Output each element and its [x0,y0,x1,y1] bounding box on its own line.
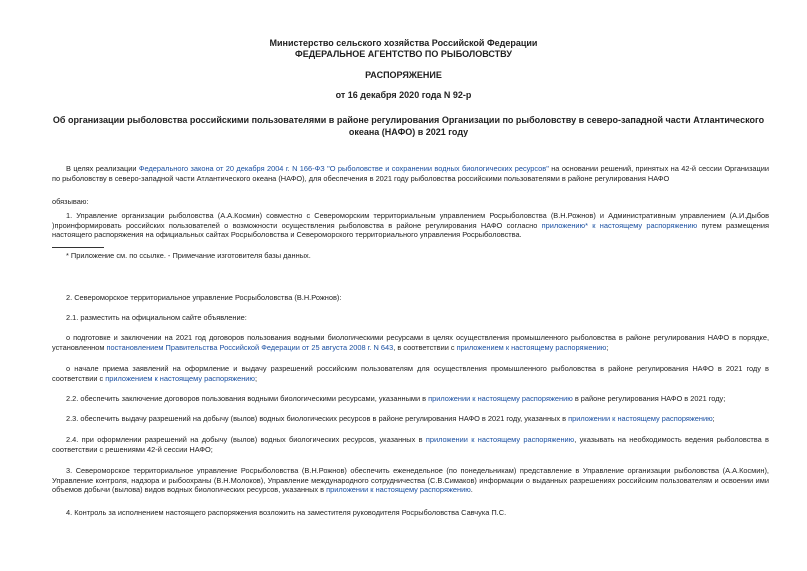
footnote: * Приложение см. по ссылке. - Примечание изготовителя базы данных. [66,251,311,260]
document-title: Об организации рыболовства российскими пользователями в районе регулирования Организации по рыболовству в северо-западной части Атлантического океана (НАФО) в 2021 году [52,115,765,137]
paragraph-2-1: 2.1. разместить на официальном сайте объявление: [66,313,247,322]
p1-text-1: 1. Управление организации рыболовства (А.А.Космин) совместно с Североморским территориальным управлением Росрыболовства (В.Н.Рожнов) и Административным управлением (А.И.Дыбов )проинформировать российских пользователей о возможности осуществления рыболовства в районе регулирования НАФО согласно [52,211,769,230]
appendix-link[interactable]: приложением к настоящему распоряжению [456,342,607,352]
obliges-text: обязываю: [52,197,89,206]
paragraph-2-1-a [52,333,769,352]
p21b-text-2: ; [254,373,258,383]
appendix-link[interactable]: приложении к настоящему распоряжению [425,435,575,444]
p22-text-1: 2.2. обеспечить заключение договоров пользования водными биологическими ресурсами, указанными в [66,394,429,403]
preamble-text-1: В целях реализации [66,164,139,173]
p23-text-2: ; [712,414,715,423]
p3-text-1: 3. Североморское территориальное управление Росрыболовства (В.Н.Рожнов) обеспечить еженедельное (по понедельникам) представление в Управление организации рыболовства (А.А.Космин), Управление контроля, надзора и рыбоохраны (В.Н.Молоков), Управление международного сотрудничества (С.В.Симаков) информации о выданных разрешениях российским пользователям и освоении ими объемов добычи (вылова) видов водных биологических ресурсов, указанных в [52,466,769,495]
paragraph-2-1-b [52,364,769,383]
appendix-link[interactable]: приложению* к настоящему распоряжению [541,220,698,230]
ministry-name: Министерство сельского хозяйства Российской Федерации [269,38,538,48]
paragraph-2: 2. Североморское территориальное управление Росрыболовства (В.Н.Рожнов): [66,293,342,302]
paragraph-3 [52,466,769,495]
paragraph-4: 4. Контроль за исполнением настоящего распоряжения возложить на заместителя руководителя Росрыболовства Савчука П.С. [66,508,507,517]
p24-text-2: , указывать на необходимость ведения рыболовства в соответствии с решениями 42-й сессии НАФО; [52,435,769,454]
agency-name: ФЕДЕРАЛЬНОЕ АГЕНТСТВО ПО РЫБОЛОВСТВУ [295,49,512,59]
paragraph-2-3 [52,414,769,424]
government-decree-link[interactable]: постановлением Правительства Российской Федерации от 25 августа 2008 г. N 643 [106,342,394,352]
p21b-text-1: о начале приема заявлений на оформление и выдачу разрешений российским пользователям для осуществления промышленного рыболовства в районе регулирования НАФО в 2021 году в соответствии с [52,364,769,383]
footnote-divider [52,247,104,248]
paragraph-2-4 [52,435,769,454]
doc-date-number: от 16 декабря 2020 года N 92-р [335,90,472,100]
paragraph-2-2 [52,394,769,404]
p22-text-2: в районе регулирования НАФО в 2021 году; [572,394,726,403]
p23-text-1: 2.3. обеспечить выдачу разрешений на добычу (вылов) водных биологических ресурсов в районе регулирования НАФО в 2021 году, указанных в [66,414,569,423]
appendix-link[interactable]: приложением к настоящему распоряжению [105,373,255,383]
appendix-link[interactable]: приложении к настоящему распоряжению [568,414,713,423]
p21a-text-2: , в соответствии с [393,342,457,352]
appendix-link[interactable]: приложении к настоящему распоряжению [326,485,471,495]
p21a-text-3: ; [606,342,609,352]
p21a-text-1: о подготовке и заключении на 2021 год договоров пользования водными биологическими ресурсами в целях осуществления промышленного рыболовства в районе регулирования НАФО в порядке, установленном [52,333,769,352]
p3-text-2: . [470,485,473,495]
p1-text-2: путем размещения настоящего распоряжения на официальных сайтах Росрыболовства и Североморского территориального управления Росрыболовства. [52,220,770,240]
p24-text-1: 2.4. при оформлении разрешений на добычу (вылов) водных биологических ресурсов, указанных в [66,435,426,444]
federal-law-link[interactable]: Федерального закона от 20 декабря 2004 г. N 166-ФЗ "О рыболовстве и сохранении водных биологических ресурсов" [138,164,549,173]
preamble-paragraph [52,164,769,183]
appendix-link[interactable]: приложении к настоящему распоряжению [428,394,573,403]
doc-type: РАСПОРЯЖЕНИЕ [365,70,442,80]
paragraph-1 [52,211,769,240]
preamble-text-2: на основании решений, принятых на 42-й сессии Организации по рыболовству в северо-западной части Атлантического океана (НАФО), для обеспечения в 2021 году рыболовства российскими пользователями в районе регулирования НАФО [52,164,770,183]
